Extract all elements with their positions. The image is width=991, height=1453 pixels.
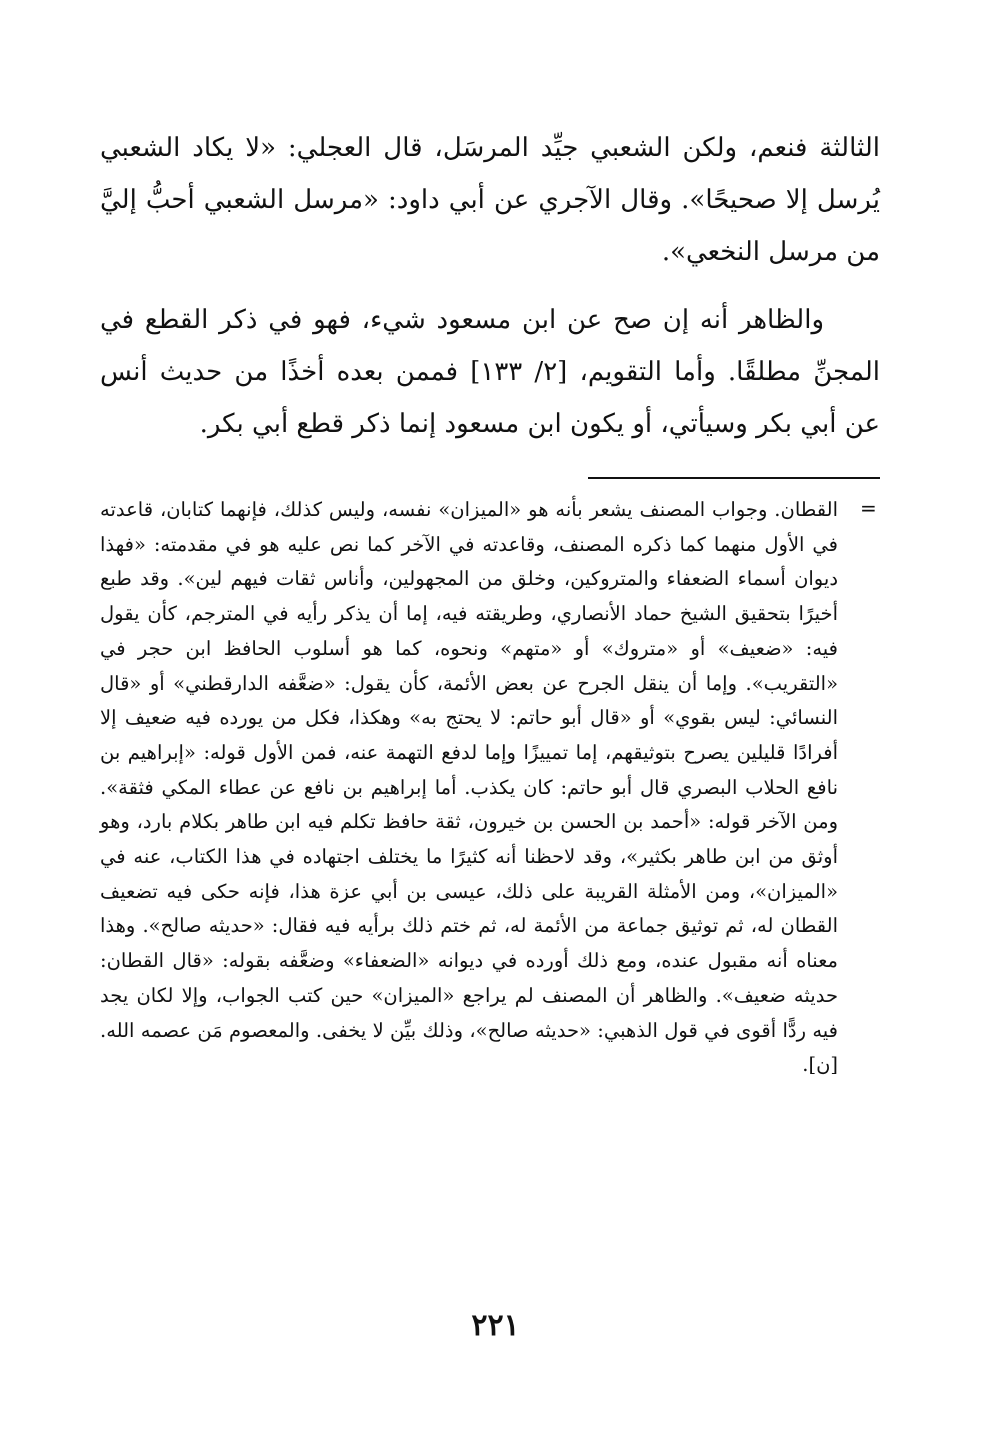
footnote-paragraph: القطان. وجواب المصنف يشعر بأنه هو «الميزان» نفسه، وليس كذلك، فإنهما كتابان، قاعدته في الأول منهما كما ذكره المصنف، وقاعدته في الآخر كما نص عليه هو في مقدمته: «فهذا ديوان أسماء الضعفاء والمتروكين، وخلق من المجهولين، وأناس ثقات فيهم لين». وقد طبع أخيرًا بتحقيق الشيخ حماد الأنصاري، وطريقته فيه، إما أن يذكر رأيه في المترجم، كأن يقول فيه: «ضعيف» أو «متروك» أو «متهم» ونحوه، كما هو أسلوب الحافظ ابن حجر في «التقريب». وإما أن ينقل الجرح عن بعض الأئمة، كأن يقول: «ضعَّفه الدارقطني» أو «قال النسائي: ليس بقوي» أو «قال أبو حاتم: لا يحتج به» وهكذا، فكل من يورده فيه ضعيف إلا أفرادًا قليلين يصرح بتوثيقهم، إما تمييزًا وإما لدفع التهمة عنه، فمن الأول قوله: «إبراهيم بن نافع الحلاب البصري قال أبو حاتم: كان يكذب. أما إبراهيم بن نافع عن عطاء المكي فثقة». ومن الآخر قوله: «أحمد بن الحسن بن خيرون، ثقة حافظ تكلم فيه ابن طاهر بكلام بارد، وهو أوثق من ابن طاهر بكثير»، وقد لاحظنا أنه كثيرًا ما يختلف اجتهاده في هذا الكتاب، عنه في «الميزان»، ومن الأمثلة القريبة على ذلك، عيسى بن أبي عزة هذا، فإنه حكى فيه تضعيف القطان له، ثم توثيق جماعة من الأئمة له، ثم ختم ذلك برأيه فيه فقال: «حديثه صالح». وهذا معناه أنه مقبول عنده، ومع ذلك أورده في ديوانه «الضعفاء» وضعَّفه بقوله: «قال القطان: حديثه ضعيف». والظاهر أن المصنف لم يراجع «الميزان» حين كتب الجواب، وإلا لكان يجد فيه ردًّا أقوى في قول الذهبي: «حديثه صالح»، وذلك بيِّن لا يخفى. والمعصوم مَن عصمه الله. [ن]. <box>100 498 838 1077</box>
footnote-block <box>100 493 838 1083</box>
footnote-separator <box>588 477 880 479</box>
main-paragraph-1: الثالثة فنعم، ولكن الشعبي جيِّد المرسَل، قال العجلي: «لا يكاد الشعبي يُرسل إلا صحيحًا». وقال الآجري عن أبي داود: «مرسل الشعبي أحبُّ إليَّ من مرسل النخعي». <box>100 133 880 267</box>
main-paragraph-2: والظاهر أنه إن صح عن ابن مسعود شيء، فهو في ذكر القطع في المجنِّ مطلقًا. وأما التقويم، [٢/ ١٣٣] فممن بعده أخذًا من حديث أنس عن أبي بكر وسيأتي، أو يكون ابن مسعود إنما ذكر قطع أبي بكر. <box>100 305 881 439</box>
page-number: ٢٢١ <box>471 1308 520 1343</box>
main-text-block <box>100 122 880 450</box>
footnote-continuation-marker: = <box>860 496 877 520</box>
